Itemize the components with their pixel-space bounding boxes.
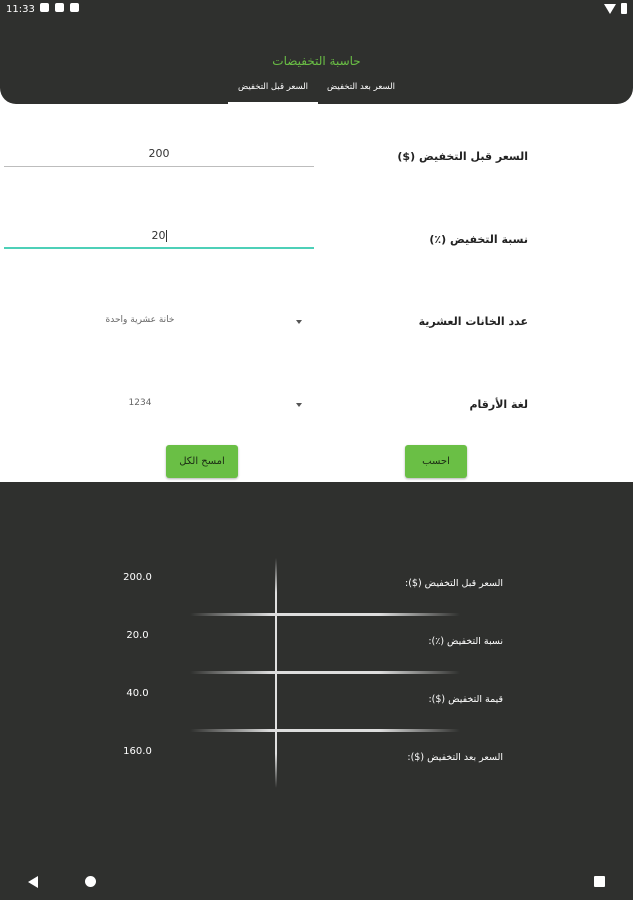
recent-apps-icon[interactable]: [594, 876, 605, 887]
dropdown-arrow-icon: [296, 403, 302, 407]
results-divider: [190, 671, 460, 674]
decimal-places-value: خانة عشرية واحدة: [105, 315, 175, 325]
dropdown-arrow-icon: [296, 320, 302, 324]
wifi-icon: [604, 4, 616, 14]
discount-percent-input[interactable]: [4, 229, 314, 249]
numerals-language-value: 1234: [128, 398, 152, 408]
result-discount-amount-label: قيمة التخفيض ($):: [428, 694, 503, 705]
status-time: 11:33: [6, 4, 35, 15]
price-before-value: 200: [148, 147, 170, 160]
numerals-language-label: لغة الأرقام: [469, 398, 528, 411]
notification-icon: [40, 3, 49, 12]
result-price-before-label: السعر قبل التخفيض ($):: [405, 578, 503, 589]
notification-icon: [70, 3, 79, 12]
notification-icons: [40, 3, 79, 12]
app-title: حاسبة التخفيضات: [272, 54, 361, 68]
result-discount-amount-value: 40.0: [126, 688, 149, 699]
navigation-bar: [0, 862, 633, 900]
price-before-input[interactable]: [4, 147, 314, 167]
decimal-places-select[interactable]: [20, 312, 310, 332]
home-icon[interactable]: [85, 876, 96, 887]
result-discount-percent-label: نسبة التخفيض (٪):: [428, 636, 503, 647]
results-divider: [190, 729, 460, 732]
notification-icon: [55, 3, 64, 12]
results-panel: [0, 482, 633, 900]
decimal-places-label: عدد الخانات العشرية: [418, 315, 528, 328]
tab-price-before[interactable]: السعر قبل التخفيض: [228, 82, 318, 104]
back-icon[interactable]: [28, 876, 38, 888]
discount-percent-label: نسبة التخفيض (٪): [429, 233, 528, 246]
results-divider: [190, 613, 460, 616]
app-bar: [0, 20, 633, 104]
clear-all-button[interactable]: امسح الكل: [166, 445, 238, 478]
tab-price-after[interactable]: السعر بعد التخفيض: [327, 82, 395, 92]
result-price-after-label: السعر بعد التخفيض ($):: [407, 752, 503, 763]
result-price-before-value: 200.0: [123, 572, 152, 583]
discount-percent-value: 20: [151, 229, 166, 242]
system-icons: [604, 3, 627, 14]
numerals-language-select[interactable]: [20, 395, 310, 415]
price-before-label: السعر قبل التخفيض ($): [397, 150, 528, 163]
status-bar: [0, 0, 633, 20]
text-caret: [166, 230, 167, 242]
result-discount-percent-value: 20.0: [126, 630, 149, 641]
battery-icon: [621, 3, 627, 14]
result-price-after-value: 160.0: [123, 746, 152, 757]
calculate-button[interactable]: احسب: [405, 445, 467, 478]
